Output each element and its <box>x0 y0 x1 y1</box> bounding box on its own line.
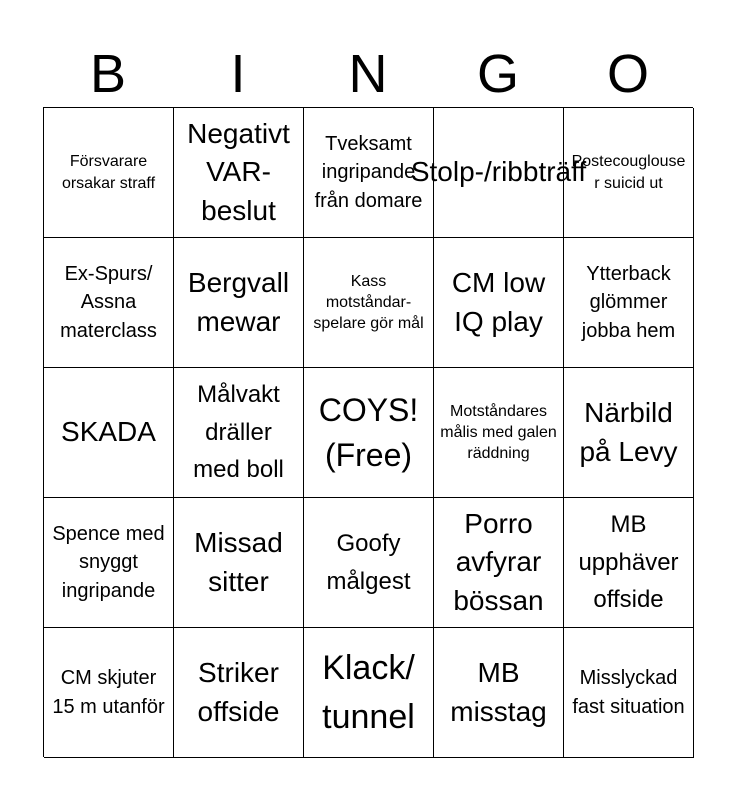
cell-text: SKADA <box>61 416 156 448</box>
bingo-cell[interactable] <box>174 238 304 368</box>
cell-text: Tveksamt ingripande från domare <box>314 132 423 212</box>
bingo-cell[interactable] <box>174 368 304 498</box>
cell-text: Målvakt dräller med boll <box>193 380 284 484</box>
cell-text: MB upphäver offside <box>578 510 679 614</box>
cell-text: COYS! (Free) <box>318 392 419 473</box>
cell-text: Försvarare orsakar straff <box>61 153 156 192</box>
cell-text: CM skjuter 15 m utanför <box>52 667 165 718</box>
header-letter-o: O <box>606 44 649 104</box>
header-letter-b: B <box>89 44 127 104</box>
bingo-cell[interactable] <box>44 498 174 628</box>
bingo-cell[interactable] <box>564 108 694 238</box>
bingo-cell[interactable] <box>564 628 694 758</box>
bingo-cell[interactable] <box>44 238 174 368</box>
bingo-cell[interactable] <box>304 628 434 758</box>
bingo-cell[interactable] <box>174 108 304 238</box>
cell-text: Motståndares målis med galen räddning <box>440 402 557 463</box>
bingo-cell[interactable] <box>564 238 694 368</box>
bingo-cell[interactable] <box>44 368 174 498</box>
bingo-cell[interactable] <box>434 498 564 628</box>
bingo-cell[interactable] <box>44 628 174 758</box>
bingo-cell[interactable] <box>434 238 564 368</box>
bingo-cell[interactable] <box>304 238 434 368</box>
bingo-cell[interactable] <box>410 108 587 238</box>
bingo-cell-free[interactable] <box>304 368 434 498</box>
header-letter-i: I <box>230 44 246 104</box>
header-letter-n: N <box>348 44 388 104</box>
cell-text: Postecouglouser suicid ut <box>571 153 686 192</box>
cell-text: Ex-Spurs/ Assna materclass <box>60 262 157 342</box>
cell-text: Klack/ tunnel <box>322 649 415 736</box>
bingo-cell[interactable] <box>44 108 174 238</box>
bingo-cell[interactable] <box>434 628 564 758</box>
bingo-cell[interactable] <box>174 498 304 628</box>
cell-text: Spence med snyggt ingripande <box>52 522 165 602</box>
cell-text: Porro avfyrar bössan <box>453 507 544 616</box>
cell-text: Närbild på Levy <box>579 396 678 467</box>
bingo-header <box>43 40 693 108</box>
cell-text: Goofy målgest <box>326 529 411 595</box>
cell-text: CM low IQ play <box>451 266 546 337</box>
header-letter-g: G <box>476 44 519 104</box>
cell-text: Bergvall mewar <box>187 266 290 337</box>
cell-text: Negativt VAR-beslut <box>187 117 290 226</box>
bingo-cell[interactable] <box>564 368 694 498</box>
bingo-cell[interactable] <box>174 628 304 758</box>
cell-text: Striker offside <box>197 656 280 727</box>
bingo-cell[interactable] <box>434 368 564 498</box>
cell-text: Misslyckad fast situation <box>572 667 685 718</box>
cell-text: MB misstag <box>450 656 547 727</box>
cell-text: Kass motståndar-spelare gör mål <box>313 272 424 333</box>
cell-text: Ytterback glömmer jobba hem <box>581 262 676 342</box>
bingo-cell[interactable] <box>304 498 434 628</box>
bingo-board <box>43 107 693 757</box>
cell-text: Stolp-/ribbträff <box>410 156 587 188</box>
bingo-cell[interactable] <box>564 498 694 628</box>
cell-text: Missad sitter <box>194 526 283 597</box>
